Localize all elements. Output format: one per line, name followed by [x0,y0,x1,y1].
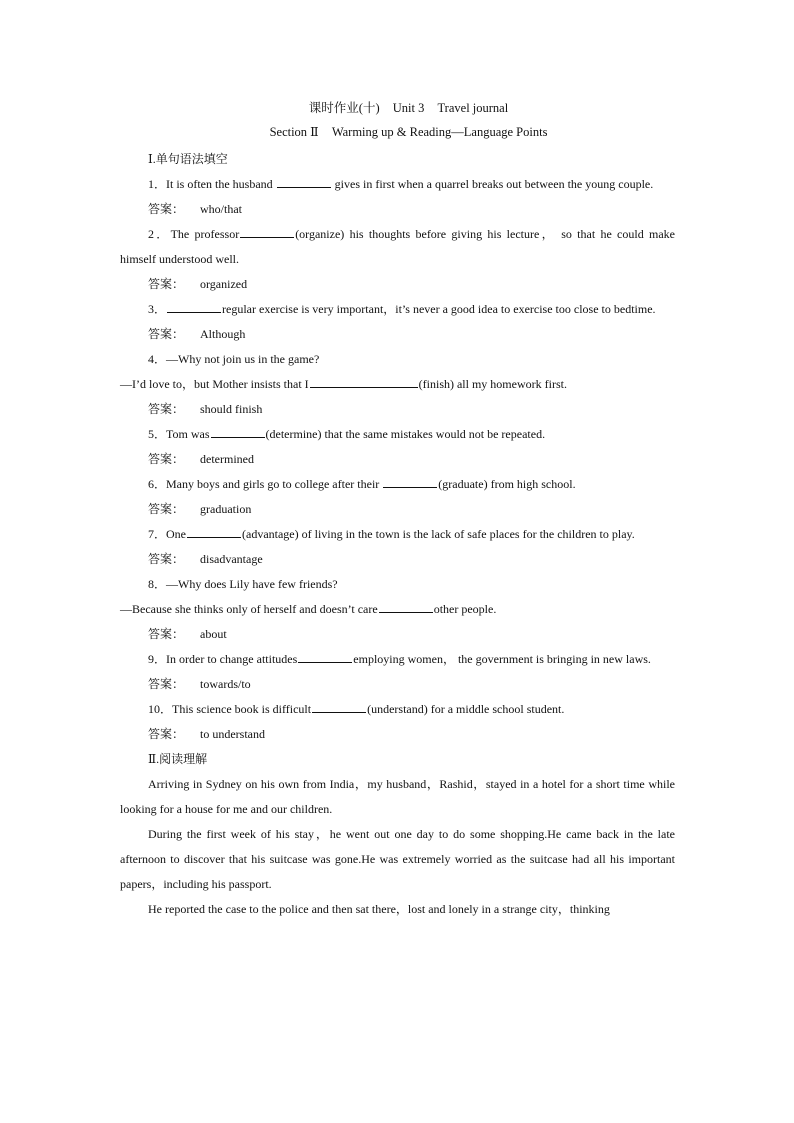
q3-text-b: regular exercise is very important，it’s never a good idea to exercise too close to bedtime. [222,302,656,316]
q9-text-b: employing women， the government is bringing in new laws. [353,652,651,666]
q8-line-1: 8．—Why does Lily have few friends? [148,577,338,591]
section-label: Section Ⅱ [269,125,319,139]
answer-2 [120,272,675,297]
answer-label: 答案： [148,677,185,691]
q4-text-b: (finish) all my homework first. [418,377,567,391]
q3-answer: Although [200,327,246,341]
answer-9 [120,672,675,697]
answer-3 [120,322,675,347]
q8-text-b: other people. [433,602,497,616]
answer-1 [120,197,675,222]
answer-label: 答案： [148,327,185,341]
question-7 [120,522,675,547]
q8-blank [379,598,433,613]
q4-answer: should finish [200,402,263,416]
q2-text-a: 2．The professor [148,227,240,241]
question-10 [120,697,675,722]
answer-label: 答案： [148,727,185,741]
question-8 [120,572,675,622]
answer-10 [120,722,675,747]
q10-text-a: 10．This science book is difficult [148,702,312,716]
answer-6 [120,497,675,522]
q8-text-a: —Because she thinks only of herself and doesn’t care [120,602,378,616]
q5-text-b: (determine) that the same mistakes would not be repeated. [265,427,546,441]
q5-answer: determined [200,452,254,466]
answer-label: 答案： [148,502,185,516]
question-9 [120,647,675,672]
q9-text-a: 9．In order to change attitudes [148,652,298,666]
question-5 [120,422,675,447]
page-title [142,96,675,120]
section-title [142,120,675,144]
section-topic: Warming up & Reading—Language Points [331,125,548,139]
answer-label: 答案： [148,277,185,291]
title-unit: Unit 3 [392,101,425,115]
q2-blank [240,223,294,238]
answer-label: 答案： [148,202,185,216]
q10-answer: to understand [200,727,265,741]
q8-answer: about [200,627,227,641]
part1-heading: Ⅰ.单句语法填空 [148,152,228,166]
answer-label: 答案： [148,627,185,641]
q1-text-b: gives in first when a quarrel breaks out between the young couple. [331,177,654,191]
q6-answer: graduation [200,502,252,516]
q3-blank [167,298,221,313]
q4-text-a: —I’d love to，but Mother insists that I [120,377,309,391]
question-6 [120,472,675,497]
answer-5 [120,447,675,472]
q6-text-b: (graduate) from high school. [438,477,576,491]
q1-blank [277,173,331,188]
q6-text-a: 6．Many boys and girls go to college after their [148,477,383,491]
q7-blank [187,523,241,538]
q1-answer: who/that [200,202,242,216]
question-1 [120,172,675,197]
reading-paragraph-1: Arriving in Sydney on his own from India，my husband，Rashid，stayed in a hotel for a short time while looking for a house for me and our children. [120,777,675,816]
answer-label: 答案： [148,452,185,466]
question-3 [120,297,675,322]
part2-heading: Ⅱ.阅读理解 [148,752,208,766]
title-topic: Travel journal [437,101,509,115]
q4-line-1: 4．—Why not join us in the game? [148,352,320,366]
q5-text-a: 5．Tom was [148,427,210,441]
title-cn: 课时作业(十) [308,101,380,115]
question-4 [120,347,675,397]
q5-blank [211,423,265,438]
answer-8 [120,622,675,647]
q7-text-a: 7．One [148,527,186,541]
q9-answer: towards/to [200,677,251,691]
q10-blank [312,698,366,713]
q9-blank [298,648,352,663]
q7-answer: disadvantage [200,552,263,566]
q6-blank [383,473,437,488]
answer-7 [120,547,675,572]
reading-paragraph-2: During the first week of his stay，he went out one day to do some shopping.He came back in the late afternoon to discover that his suitcase was gone.He was extremely worried as the suitcase had all his important papers，including his passport. [120,827,675,891]
q2-text-b: (organize) his thoughts before giving his lecture， so that he could make himself understood well. [120,227,675,266]
q2-answer: organized [200,277,248,291]
q3-text-a: 3． [148,302,167,316]
reading-paragraph-3: He reported the case to the police and then sat there，lost and lonely in a strange city，thinking [148,902,610,916]
answer-4 [120,397,675,422]
q7-text-b: (advantage) of living in the town is the lack of safe places for the children to play. [242,527,635,541]
answer-label: 答案： [148,552,185,566]
q4-blank [310,373,418,388]
answer-label: 答案： [148,402,185,416]
worksheet-page [120,96,675,922]
q10-text-b: (understand) for a middle school student. [367,702,565,716]
question-2 [120,222,675,272]
q1-text-a: 1．It is often the husband [148,177,276,191]
